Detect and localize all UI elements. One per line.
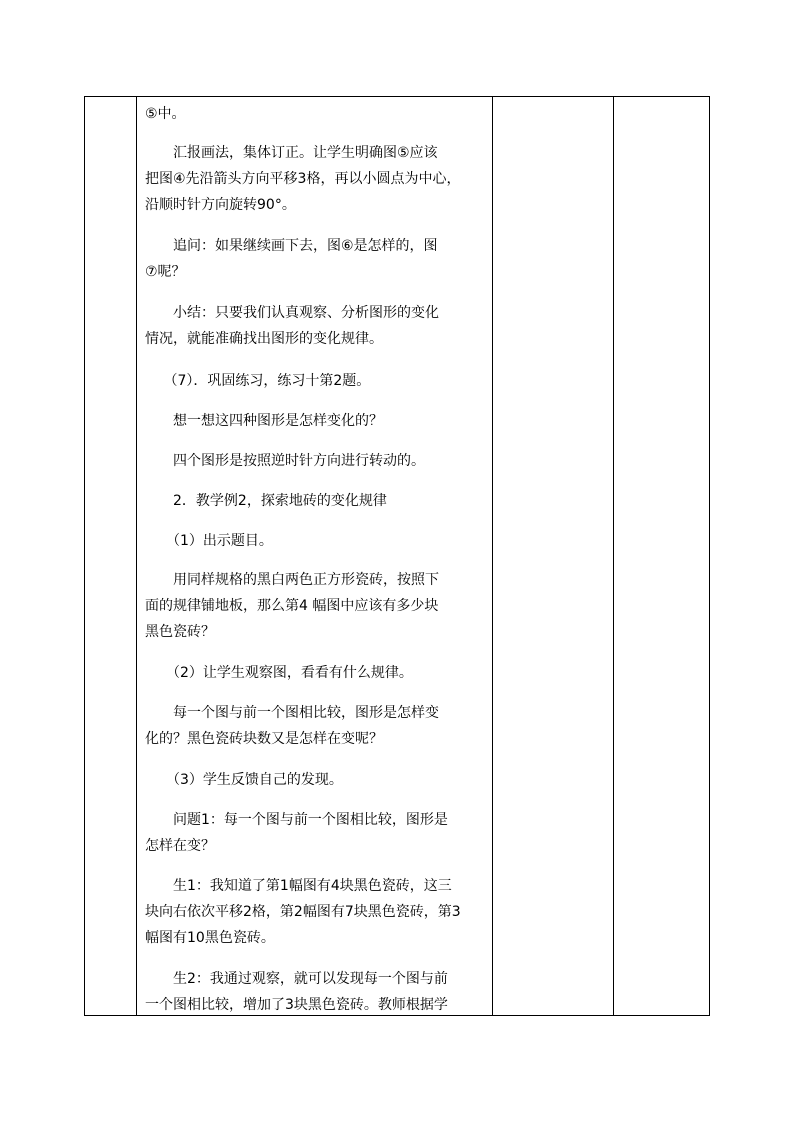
text-line: 块向右依次平移2格，第2幅图有7块黑色瓷砖，第3 xyxy=(145,904,461,920)
column-divider-2 xyxy=(492,97,493,1015)
text-line: ⑤中。 xyxy=(145,106,186,122)
paragraph xyxy=(145,767,488,793)
text-line: 追问：如果继续画下去，图⑥是怎样的，图 xyxy=(145,238,438,254)
text-line: 把图④先沿箭头方向平移3格，再以小圆点为中心， xyxy=(145,171,461,187)
paragraph xyxy=(145,873,488,951)
text-line: 生1：我知道了第1幅图有4块黑色瓷砖，这三 xyxy=(145,878,452,894)
text-line: 化的？黑色瓷砖块数又是怎样在变呢？ xyxy=(145,731,383,747)
text-line: ⑦呢？ xyxy=(145,264,186,280)
paragraph xyxy=(145,101,488,127)
text-line: 一个图相比较，增加了3块黑色瓷砖。教师根据学 xyxy=(145,997,448,1013)
paragraph xyxy=(145,528,488,554)
paragraph xyxy=(145,233,488,285)
paragraph xyxy=(145,660,488,686)
paragraph xyxy=(145,300,488,352)
text-line: 每一个图与前一个图相比较，图形是怎样变 xyxy=(145,705,439,721)
paragraph xyxy=(145,140,488,218)
text-line: 小结：只要我们认真观察、分析图形的变化 xyxy=(145,305,439,321)
text-line: 四个图形是按照逆时针方向进行转动的。 xyxy=(145,453,425,469)
text-line: 2．教学例2，探索地砖的变化规律 xyxy=(145,493,387,509)
lesson-table xyxy=(84,96,710,1016)
paragraph xyxy=(145,700,488,752)
paragraph xyxy=(145,368,488,394)
paragraph xyxy=(145,408,488,434)
text-line: 怎样在变？ xyxy=(145,838,215,854)
paragraph xyxy=(145,567,488,645)
text-line: （1）出示题目。 xyxy=(145,533,273,549)
text-line: （3）学生反馈自己的发现。 xyxy=(145,772,343,788)
text-line: 幅图有10黑色瓷砖。 xyxy=(145,930,275,946)
text-line: 想一想这四种图形是怎样变化的？ xyxy=(145,413,383,429)
text-line: 情况，就能准确找出图形的变化规律。 xyxy=(145,331,383,347)
paragraph xyxy=(145,807,488,859)
text-line: 生2：我通过观察，就可以发现每一个图与前 xyxy=(145,971,448,987)
text-line: 汇报画法，集体订正。让学生明确图⑤应该 xyxy=(145,145,438,161)
column-divider-3 xyxy=(613,97,614,1015)
paragraph xyxy=(145,488,488,514)
teaching-process-cell xyxy=(137,97,492,1015)
text-line: 沿顺时针方向旋转90°。 xyxy=(145,197,296,213)
text-line: （2）让学生观察图，看看有什么规律。 xyxy=(145,665,413,681)
text-line: （7）．巩固练习，练习十第2题。 xyxy=(145,373,371,389)
text-line: 问题1：每一个图与前一个图相比较，图形是 xyxy=(145,812,448,828)
paragraph xyxy=(145,966,488,1015)
paragraph xyxy=(145,448,488,474)
text-line: 面的规律铺地板，那么第4 幅图中应该有多少块 xyxy=(145,598,439,614)
text-line: 用同样规格的黑白两色正方形瓷砖，按照下 xyxy=(145,572,439,588)
text-line: 黑色瓷砖？ xyxy=(145,624,215,640)
